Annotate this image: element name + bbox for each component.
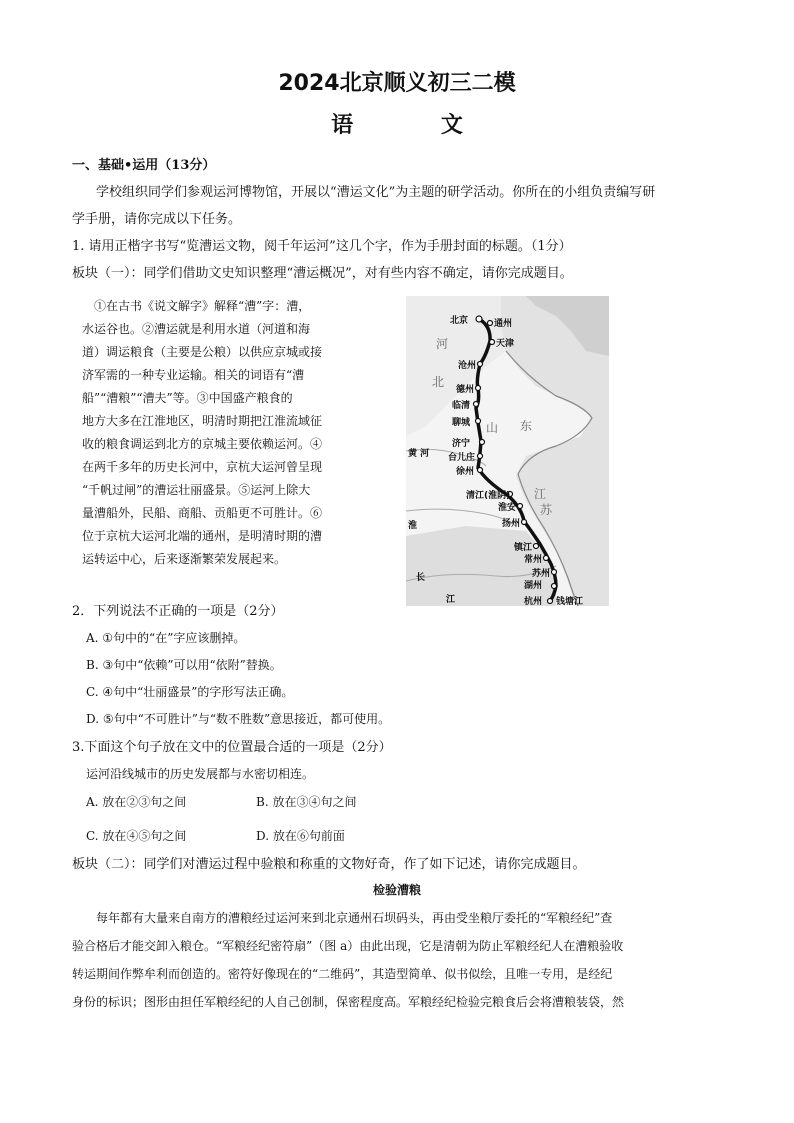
city-label: 常州 <box>524 555 543 565</box>
q3-option-a: A. 放在②③句之间 <box>86 795 187 809</box>
page-title: 2024北京顺义初三二模 <box>278 71 516 96</box>
city-label: 钱塘江 <box>556 597 584 606</box>
city-label: 天津 <box>496 339 515 349</box>
city-label: 淮安 <box>498 503 517 513</box>
passage-line: 量漕船外，民船、商船、贡船更不可胜计。⑥ <box>82 506 323 520</box>
region-label: 长 <box>416 573 426 583</box>
region-label: 江 <box>446 595 456 605</box>
city-label: 扬州 <box>502 519 521 529</box>
city-label: 济宁 <box>452 439 471 449</box>
block-2-intro: 板块（二）：同学们对漕运过程中验粮和称重的文物好奇，作了如下记述，请你完成题目。 <box>72 857 586 872</box>
passage-line: 运转运中心，后来逐渐繁荣发展起来。 <box>82 552 287 566</box>
passage-line: 济军需的一种专业运输。相关的词语有“漕 <box>82 368 305 382</box>
passage-line: 每年都有大量来自南方的漕粮经过运河来到北京通州石坝码头，再由受坐粮厅委托的“军粮经纪”查 <box>96 911 613 925</box>
passage-line: 身份的标识；图形由担任军粮经纪的人自己创制，保密程度高。军粮经纪检验完粮食后会将漕粮装袋，然 <box>72 995 625 1009</box>
region-label: 淮 <box>408 521 418 531</box>
city-label: 沧州 <box>458 361 477 371</box>
passage-line: “千帆过闸”的漕运壮丽盛景。⑤运河上除大 <box>82 483 311 497</box>
city-label: 北京 <box>450 316 469 326</box>
intro-line-1: 学校组织同学们参观运河博物馆，开展以“漕运文化”为主题的研学活动。你所在的小组负责编写研 <box>96 185 656 200</box>
q3-option-c: C. 放在④⑤句之间 <box>86 829 187 843</box>
passage-line: 转运期间作弊牟利而创造的。密符好像现在的“二维码”，其造型简单、似书似绘，且唯一专用，是经纪 <box>72 967 613 981</box>
city-label: 清江(淮阴) <box>466 491 511 501</box>
q2-option-a: A. ①句中的“在”字应该删掉。 <box>86 631 246 645</box>
passage-line: 收的粮食调运到北方的京城主要依赖运河。④ <box>82 437 323 451</box>
q3-option-b: B. 放在③④句之间 <box>256 795 357 809</box>
intro-line-2: 学手册，请你完成以下任务。 <box>72 212 242 227</box>
region-label: 黄 河 <box>408 449 430 459</box>
q3-sentence: 运河沿线城市的历史发展都与水密切相连。 <box>86 767 315 781</box>
block-2-heading: 检验漕粮 <box>372 883 421 897</box>
passage-line: 验合格后才能交卸入粮仓。“军粮经纪密符扇”（图 a）由此出现，它是清朝为防止军粮经纪人在漕粮验收 <box>72 939 624 953</box>
city-label: 台儿庄 <box>448 453 476 463</box>
subject-title: 语 文 <box>331 112 503 138</box>
passage <box>82 295 372 571</box>
city-label: 临清 <box>452 401 471 411</box>
question-2: 2．下列说法不正确的一项是（2分） <box>72 604 284 619</box>
q2-option-d: D. ⑤句中“不可胜计”与“数不胜数”意思接近，都可使用。 <box>86 712 391 726</box>
q2-option-c: C. ④句中“壮丽盛景”的字形写法正确。 <box>86 685 294 699</box>
q3-option-d: D. 放在⑥句前面 <box>256 829 345 843</box>
city-label: 聊城 <box>452 418 471 428</box>
passage-line: 道）调运粮食（主要是公粮）以供应京城或接 <box>82 345 323 359</box>
city-label: 杭州 <box>524 597 543 606</box>
question-3: 3.下面这个句子放在文中的位置最合适的一项是（2分） <box>72 740 392 755</box>
city-label: 德州 <box>456 385 475 395</box>
section-heading: 一、基础•运用（13分） <box>72 158 216 173</box>
passage-line: 在两千多年的历史长河中，京杭大运河曾呈现 <box>82 460 323 474</box>
question-1: 1. 请用正楷字书写“览漕运文物，阅千年运河”这几个字，作为手册封面的标题。（1分） <box>72 239 572 254</box>
city-label: 通州 <box>494 319 513 329</box>
block-1-intro: 板块（一）：同学们借助文史知识整理“漕运概况”，对有些内容不确定，请你完成题目。 <box>72 266 573 281</box>
city-label: 徐州 <box>456 467 475 477</box>
region-label: 东 <box>520 419 533 433</box>
passage-line: 水运谷也。②漕运就是利用水道（河道和海 <box>82 322 311 336</box>
passage-line: 位于京杭大运河北端的通州，是明清时期的漕 <box>82 529 323 543</box>
grand-canal-map <box>406 296 609 606</box>
region-label: 苏 <box>540 503 553 517</box>
region-label: 江 <box>534 487 547 501</box>
city-label: 苏州 <box>532 569 551 579</box>
city-label: 湖州 <box>524 581 543 591</box>
region-label: 北 <box>432 375 445 389</box>
block-2-passage <box>72 904 722 1016</box>
region-label: 山 <box>486 421 499 435</box>
region-label: 河 <box>436 337 449 351</box>
passage-line: 地方大多在江淮地区，明清时期把江淮流域征 <box>82 414 323 428</box>
passage-line: ①在古书《说文解字》解释“漕”字：漕， <box>94 299 311 313</box>
passage-line: 船”“漕粮”“漕夫”等。③中国盛产粮食的 <box>82 391 293 405</box>
q2-option-b: B. ③句中“依赖”可以用“依附”替换。 <box>86 658 282 672</box>
city-label: 镇江 <box>514 543 533 553</box>
